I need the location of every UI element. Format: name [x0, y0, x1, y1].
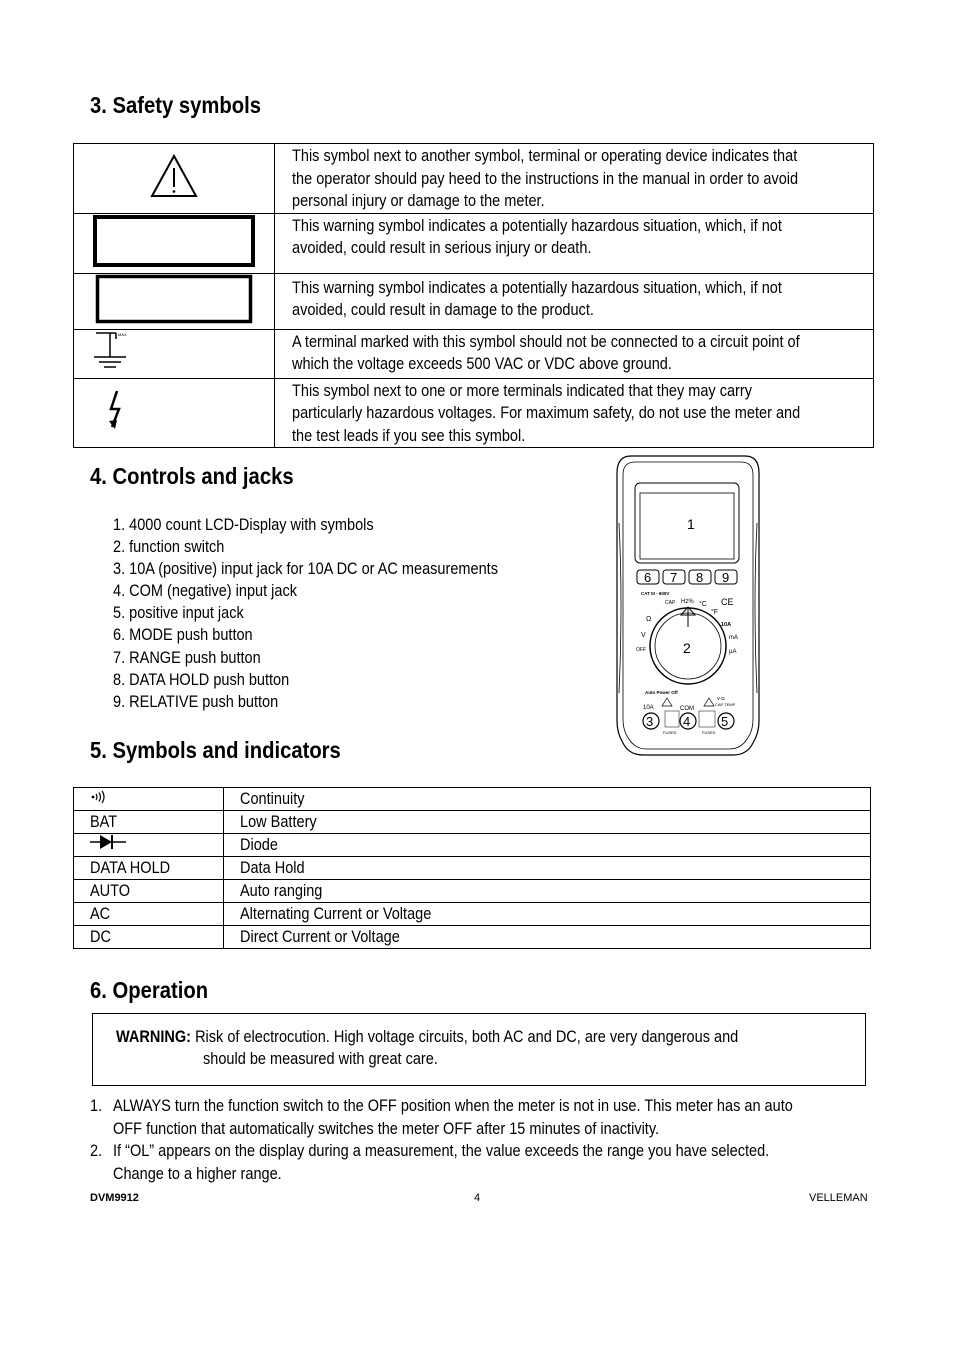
jack-label-10a: 10A: [643, 705, 654, 711]
symbol-cell: AUTO: [74, 880, 224, 903]
list-item: 2. function switch: [113, 538, 225, 557]
safety-description: This warning symbol indicates a potentially hazardous situation, which, if not avoided, could result in serious injury or death.: [275, 213, 874, 273]
warning-line: [116, 1026, 823, 1049]
safety-row: [74, 144, 874, 214]
safety-symbol-cell: [74, 378, 275, 448]
ground-max-icon: [92, 331, 132, 371]
symbol-cell: [74, 834, 224, 857]
safety-row: [74, 273, 874, 329]
dial-label-ua: µA: [729, 649, 737, 655]
list-item: 5. positive input jack: [113, 604, 244, 623]
safety-symbol-cell: [74, 144, 275, 214]
safety-description: This symbol next to another symbol, terminal or operating device indicates that the operator should pay heed to the instructions in the manual in order to avoid personal injury or damage to the meter.: [275, 144, 874, 214]
display-callout-number: 1: [687, 516, 695, 532]
jack-label-cap-temp: CAP TEMP: [715, 702, 736, 707]
diode-icon: [90, 834, 126, 850]
jack-label-com: COM: [680, 706, 694, 712]
dial-label-f: °F: [711, 609, 719, 616]
list-item: 3. 10A (positive) input jack for 10A DC or AC measurements: [113, 560, 498, 579]
safety-symbol-cell: [74, 329, 275, 378]
list-item: 1. ALWAYS turn the function switch to the OFF position when the meter is not in use. This meter has an auto OFF function that automatically switches the meter OFF after 15 minutes of inactivity.: [90, 1097, 793, 1138]
warning-line: should be measured with great care.: [203, 1050, 438, 1068]
controls-heading: 4. Controls and jacks: [90, 463, 294, 489]
warning-triangle-icon: [150, 153, 198, 199]
controls-list: [113, 514, 550, 713]
safety-row: [74, 378, 874, 448]
meter-jacks: [643, 713, 734, 729]
dial-label-hz: Hz%: [681, 599, 694, 605]
button-callout-number: 7: [670, 570, 678, 585]
table-row: [74, 857, 871, 880]
safety-symbols-heading: 3. Safety symbols: [90, 92, 261, 118]
dial-label-c: °C: [699, 601, 707, 608]
ce-mark: CE: [721, 597, 734, 607]
jack-label-v-ohm: V Ω: [717, 696, 725, 701]
meaning-cell: Continuity: [224, 788, 871, 811]
table-row: [74, 811, 871, 834]
button-callout-number: 8: [696, 570, 704, 585]
warning-label: WARNING:: [116, 1028, 192, 1046]
symbol-cell: BAT: [74, 811, 224, 834]
warning-box: [92, 1013, 866, 1086]
safety-row: [74, 213, 874, 273]
list-item: 7. RANGE push button: [113, 648, 261, 667]
jack-callout-number: 3: [646, 714, 654, 729]
safety-symbol-cell: [74, 273, 275, 329]
cat-rating-label: CAT III - 600V: [641, 591, 670, 596]
dial-label-10a: 10A: [721, 622, 732, 628]
list-item: 4. COM (negative) input jack: [113, 582, 298, 601]
list-item: 2. If “OL” appears on the display during a measurement, the value exceeds the range you have selected. Change to a higher range.: [90, 1142, 770, 1183]
fused-label: FUSED: [663, 730, 677, 735]
safety-symbol-cell: [74, 213, 275, 273]
auto-power-off-label: Auto Power Off: [645, 690, 678, 695]
warning-box-icon: [92, 214, 256, 268]
list-item: 1. 4000 count LCD-Display with symbols: [113, 516, 374, 534]
multimeter-illustration: [613, 453, 763, 758]
meaning-cell: Data Hold: [224, 857, 871, 880]
symbol-cell: DATA HOLD: [74, 857, 224, 880]
operation-list: [90, 1095, 886, 1185]
meaning-cell: Diode: [224, 834, 871, 857]
safety-description: This symbol next to one or more terminals indicated that they may carry particularly hazardous voltages. For maximum safety, do not use the meter and the test leads if you see this symbol.: [275, 378, 874, 448]
lightning-icon: [107, 390, 123, 430]
footer-brand: VELLEMAN: [809, 1192, 868, 1204]
meaning-cell: Alternating Current or Voltage: [224, 903, 871, 926]
table-row: [74, 788, 871, 811]
table-row: [74, 834, 871, 857]
symbol-cell: [74, 788, 224, 811]
symbols-indicators-table: [73, 787, 871, 949]
table-row: [74, 880, 871, 903]
safety-symbols-table: [73, 143, 874, 448]
button-callout-number: 6: [644, 570, 652, 585]
table-row: [74, 926, 871, 949]
symbol-cell: AC: [74, 903, 224, 926]
meter-buttons: [637, 570, 737, 585]
footer-model: DVM9912: [90, 1192, 139, 1204]
caution-box-icon: [95, 274, 253, 324]
list-item: 9. RELATIVE push button: [113, 692, 279, 711]
dial-label-off: OFF: [636, 647, 646, 653]
dial-callout-number: 2: [683, 640, 691, 656]
dial-label-ohm: Ω: [646, 616, 652, 623]
ground-max-label: MAX: [118, 332, 127, 337]
footer-page-number: 4: [474, 1192, 481, 1204]
meaning-cell: Auto ranging: [224, 880, 871, 903]
jack-callout-number: 4: [683, 714, 691, 729]
meaning-cell: Direct Current or Voltage: [224, 926, 871, 949]
symbols-heading: 5. Symbols and indicators: [90, 737, 341, 763]
safety-row: [74, 329, 874, 378]
jack-callout-number: 5: [721, 714, 729, 729]
dial-label-v: V: [641, 632, 646, 639]
operation-heading: 6. Operation: [90, 977, 209, 1003]
warning-text: Risk of electrocution. High voltage circuits, both AC and DC, are very dangerous and: [195, 1028, 739, 1046]
safety-description: This warning symbol indicates a potentially hazardous situation, which, if not avoided, could result in damage to the product.: [275, 273, 874, 329]
fused-label: FUSED: [702, 730, 716, 735]
list-item: 6. MODE push button: [113, 626, 253, 645]
continuity-icon: [90, 790, 106, 804]
dial-label-cap: CAP: [665, 600, 676, 606]
meaning-cell: Low Battery: [224, 811, 871, 834]
table-row: [74, 903, 871, 926]
dial-label-ma: mA: [729, 635, 738, 641]
list-item: 8. DATA HOLD push button: [113, 670, 290, 689]
safety-description: A terminal marked with this symbol should not be connected to a circuit point of which the voltage exceeds 500 VAC or VDC above ground.: [275, 329, 874, 378]
symbol-cell: DC: [74, 926, 224, 949]
button-callout-number: 9: [722, 570, 730, 585]
